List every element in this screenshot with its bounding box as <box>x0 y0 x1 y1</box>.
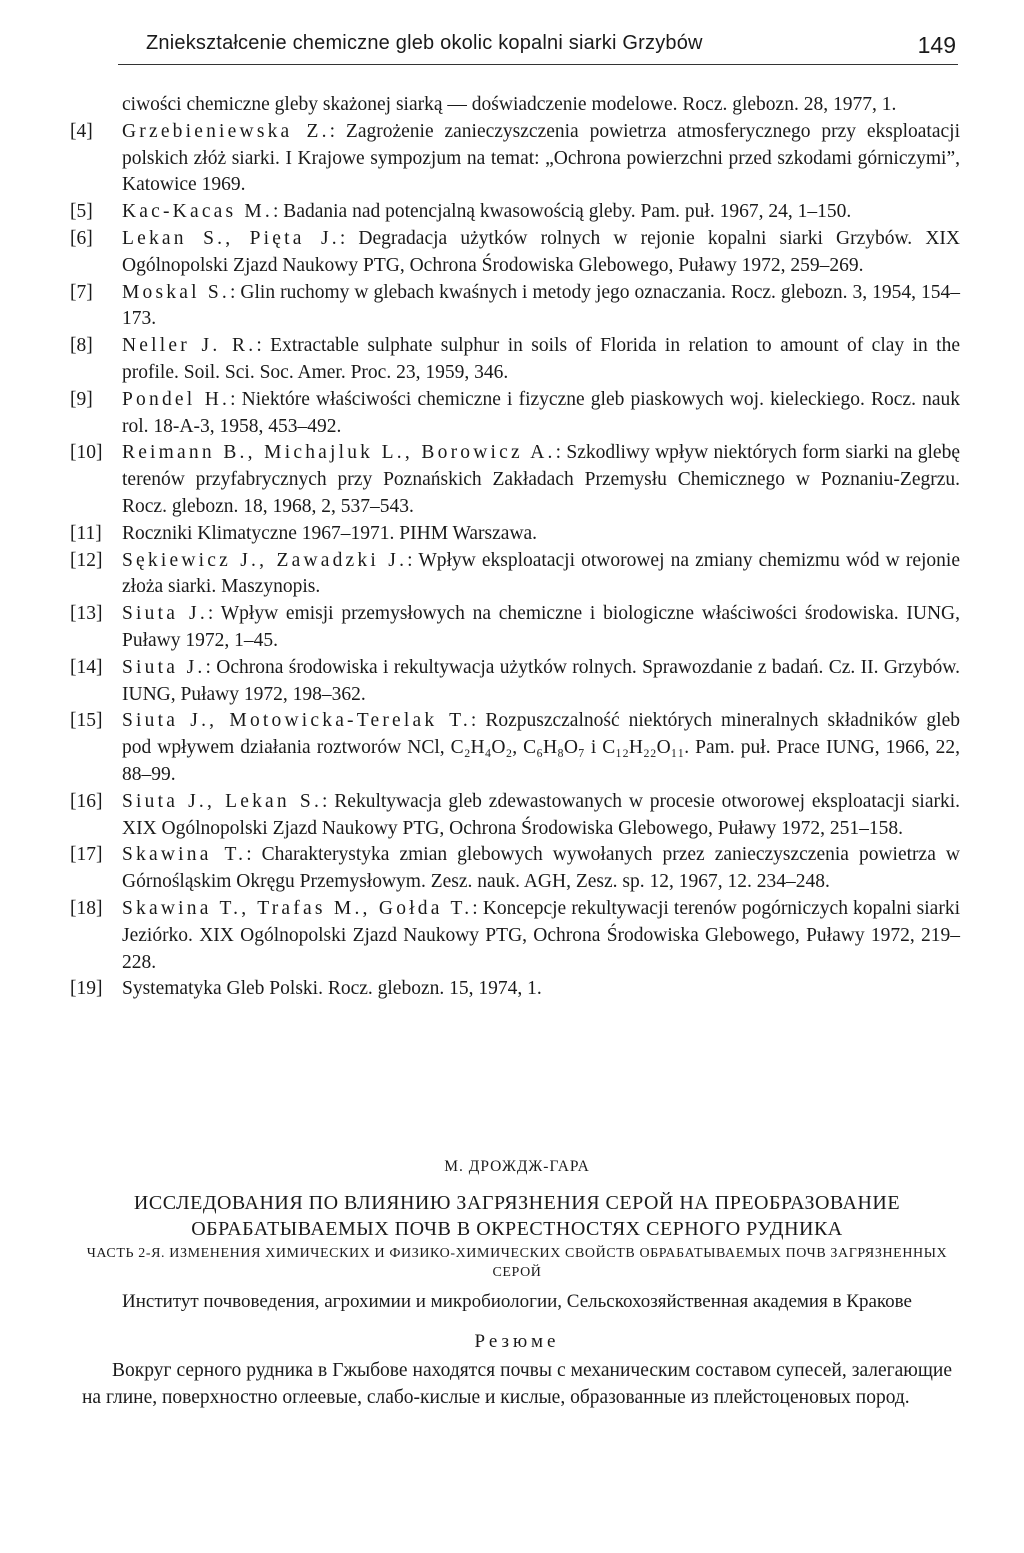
summary-author: М. ДРОЖДЖ-ГАРА <box>444 1158 590 1175</box>
reference-item <box>70 226 960 280</box>
reference-text: : Koncepcje rekultywacji terenów pogórniczych kopalni siarki Jeziórko. XIX Ogólnopolski Zjazd Naukowy PTG, Ochrona Środowiska Glebowego, Puławy 1972, 219–228. <box>122 897 960 973</box>
reference-author: Reimann B., Michajluk L., Borowicz A. <box>122 442 556 464</box>
reference-item <box>70 199 960 226</box>
reference-author: Pondel H. <box>122 388 231 410</box>
reference-item <box>70 280 960 334</box>
reference-item <box>70 387 960 441</box>
reference-text: : Degradacja użytków rolnych w rejonie kopalni siarki Grzybów. XIX Ogólnopolski Zjazd Naukowy PTG, Ochrona Środowiska Glebowego, Puławy 1972, 259–269. <box>122 227 960 276</box>
reference-number: [10] <box>70 442 103 464</box>
reference-number: [14] <box>70 656 103 678</box>
reference-text: : Charakterystyka zmian glebowych wywołanych przez zanieczyszczenia powietrza w Górnośląskim Okręgu Przemysłowym. Zesz. nauk. AGH, Zesz. sp. 12, 1967, 12. 234–248. <box>122 844 960 893</box>
reference-author: Lekan S., Pięta J. <box>122 227 340 249</box>
reference-author: Skawina T. <box>122 844 247 866</box>
reference-author: Grzebieniewska Z. <box>122 120 330 142</box>
running-title: Zniekształcenie chemiczne gleb okolic kopalni siarki Grzybów <box>146 32 703 54</box>
summary-heading: Резюме <box>474 1331 560 1352</box>
reference-author: Siuta J. <box>122 603 208 625</box>
running-header <box>118 18 958 65</box>
reference-item <box>70 655 960 709</box>
reference-text: : Wpływ emisji przemysłowych na chemiczne i biologiczne właściwości środowiska. IUNG, Puławy 1972, 1–45. <box>122 603 960 651</box>
reference-text: : Szkodliwy wpływ niektórych form siarki na glebę terenów przyfabrycznych przy Poznańskich Zakładach Przemysłu Chemicznego w Poznaniu-Zegrzu. Rocz. glebozn. 18, 1968, 2, 537–543. <box>122 442 960 517</box>
reference-item <box>70 708 960 788</box>
reference-list <box>70 92 960 1003</box>
reference-item <box>70 842 960 896</box>
reference-author: Siuta J. <box>122 656 206 678</box>
reference-item <box>70 440 960 520</box>
reference-item <box>70 789 960 843</box>
reference-item <box>70 521 960 548</box>
reference-item <box>70 548 960 602</box>
summary-body: Вокруг серного рудника в Гжыбове находятся почвы с механическим составом супесей, залегающие на глине, поверхностно оглеевые, слабо-кислые и кислые, образованные из плейстоценовых пород. <box>82 1360 952 1408</box>
reference-item <box>70 896 960 976</box>
reference-author: Siuta J., Motowicka-Terelak T. <box>122 710 471 732</box>
reference-number: [4] <box>70 120 93 142</box>
reference-item <box>70 119 960 199</box>
reference-number: [12] <box>70 549 103 571</box>
reference-text: : Wpływ eksploatacji otworowej na zmiany chemizmu wód w rejonie złoża siarki. Maszynopis. <box>122 549 960 598</box>
summary-institute: Институт почвоведения, агрохимии и микробиологии, Сельскохозяйственная академия в Кракове <box>122 1291 912 1312</box>
reference-number: [17] <box>70 844 103 866</box>
reference-number: [15] <box>70 710 103 732</box>
reference-author: Siuta J., Lekan S. <box>122 790 323 812</box>
reference-number: [11] <box>70 522 102 544</box>
reference-text: : Extractable sulphate sulphur in soils of Florida in relation to amount of clay in the profile. Soil. Sci. Soc. Amer. Proc. 23, 1959, 346. <box>122 335 961 383</box>
reference-number: [8] <box>70 335 93 357</box>
reference-number: [19] <box>70 978 103 1000</box>
reference-number: [9] <box>70 388 93 410</box>
reference-text: : Ochrona środowiska i rekultywacja użytków rolnych. Sprawozdanie z badań. Cz. II. Grzybów. IUNG, Puławy 1972, 198–362. <box>122 656 960 705</box>
reference-item <box>70 333 960 387</box>
summary-part: ЧАСТЬ 2-Я. ИЗМЕНЕНИЯ ХИМИЧЕСКИХ И ФИЗИКО-ХИМИЧЕСКИХ СВОЙСТВ ОБРАБАТЫВАЕМЫХ ПОЧВ ЗАГРЯЗНЕННЫХ СЕРОЙ <box>86 1246 948 1280</box>
reference-text: ciwości chemiczne gleby skażonej siarką — doświadczenie modelowe. Rocz. glebozn. 28, 1977, 1. <box>122 94 897 115</box>
page-number: 149 <box>917 32 956 58</box>
reference-author: Moskal S. <box>122 281 231 303</box>
reference-text: : Rekultywacja gleb zdewastowanych w procesie otworowej eksploatacji siarki. XIX Ogólnopolski Zjazd Naukowy PTG, Ochrona Środowiska Glebowego, Puławy 1972, 251–158. <box>122 790 961 839</box>
reference-number: [5] <box>70 201 93 223</box>
reference-item <box>70 92 960 119</box>
reference-text: : Glin ruchomy w glebach kwaśnych i metody jego oznaczania. Rocz. glebozn. 3, 1954, 154–173. <box>122 281 960 330</box>
reference-number: [7] <box>70 281 93 303</box>
reference-number: [16] <box>70 790 103 812</box>
reference-text: : Rozpuszczalność niektórych mineralnych składników gleb pod wpływem działania roztworów NCl, C₂H₄O₂, C₆H₈O₇ i C₁₂H₂₂O₁₁. Pam. puł. Prace IUNG, 1966, 22, 88–99. <box>122 710 960 785</box>
reference-author: Neller J. R. <box>122 335 257 357</box>
reference-author: Kac-Kacas M. <box>122 201 274 223</box>
reference-text: : Badania nad potencjalną kwasowością gleby. Pam. puł. 1967, 24, 1–150. <box>273 201 852 223</box>
reference-author: Sękiewicz J., Zawadzki J. <box>122 549 408 571</box>
reference-text: Systematyka Gleb Polski. Rocz. glebozn. 15, 1974, 1. <box>122 978 542 1000</box>
reference-number: [18] <box>70 897 103 919</box>
reference-text: : Niektóre właściwości chemiczne i fizyczne gleb piaskowych woj. kieleckiego. Rocz. nauk rol. 18-A-3, 1958, 453–492. <box>122 388 960 437</box>
reference-item <box>70 601 960 655</box>
reference-number: [13] <box>70 603 103 625</box>
reference-item <box>70 976 960 1003</box>
summary-title: ИССЛЕДОВАНИЯ ПО ВЛИЯНИЮ ЗАГРЯЗНЕНИЯ СЕРОЙ НА ПРЕОБРАЗОВАНИЕ ОБРАБАТЫВАЕМЫХ ПОЧВ В ОКРЕСТНОСТЯХ СЕРНОГО РУДНИКА <box>133 1192 901 1240</box>
reference-text: Roczniki Klimatyczne 1967–1971. PIHM Warszawa. <box>122 522 538 544</box>
reference-author: Skawina T., Trafas M., Gołda T. <box>122 897 473 919</box>
reference-number: [6] <box>70 227 93 249</box>
reference-text: : Zagrożenie zanieczyszczenia powietrza atmosferycznego przy eksploatacji polskich złóż siarki. I Krajowe sympozjum na temat: „Ochrona powierzchni przed szkodami górniczymi”, Katowice 1969. <box>122 120 960 196</box>
russian-summary <box>82 1158 952 1411</box>
